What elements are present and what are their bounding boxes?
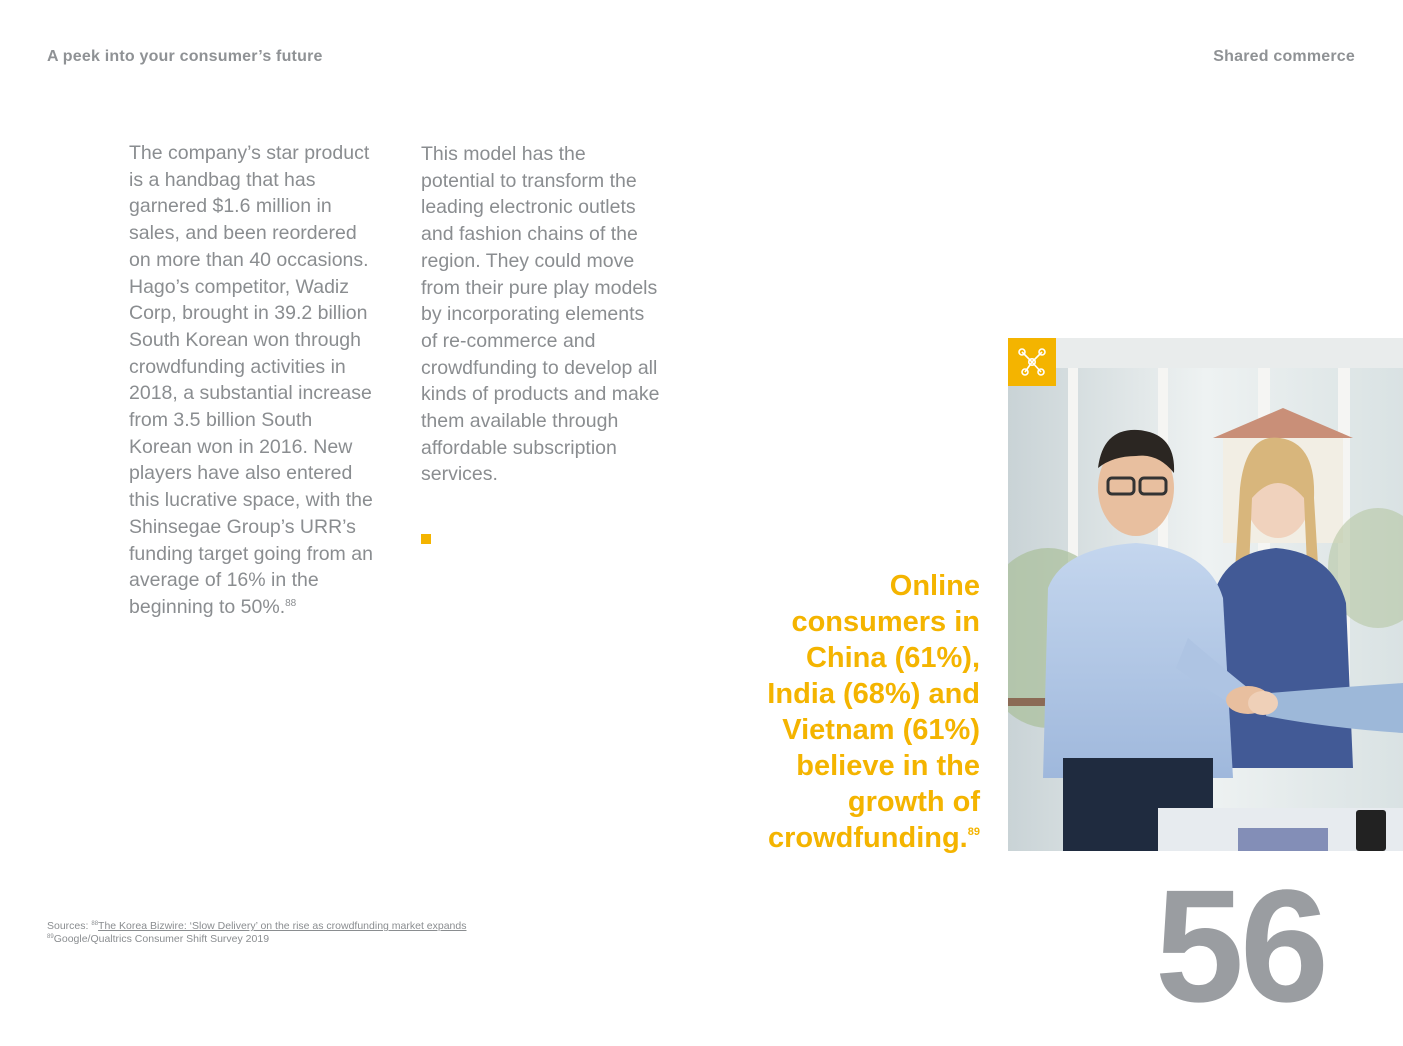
pull-quote [740,568,980,856]
header-section-title: A peek into your consumer’s future [47,48,323,65]
body-column-1-text: The company’s star product is a handbag that has garnered $1.6 million in sales, and been reordered on more than 40 occasions. Hago’s competitor, Wadiz Corp, brought in 39.2 billion South Korean won through crowdfunding activities in 2018, a substantial increase from 3.5 billion South Korean won in 2016. New players have also entered this lucrative space, with the Shinsegae Group’s URR’s funding target going from an average of 16% in the beginning to 50%. [129,142,373,618]
sources-footnotes [47,920,467,946]
body-column-2 [421,141,661,488]
end-marker-square [421,534,431,544]
body-column-1 [129,140,379,621]
pull-quote-text: Online consumers in China (61%), India (68%) and Vietnam (61%) believe in the growth of crowdfunding. [767,570,980,854]
source-ref-89: 89 [47,934,54,940]
sources-label: Sources: [47,920,89,932]
body-column-2-text: This model has the potential to transform the leading electronic outlets and fashion chains of the region. They could move from their pure play models by incorporating elements of re-commerce and crowdfunding to develop all kinds of products and make them available through affordable subscription services. [421,143,660,486]
page-number: 56 [1155,856,1325,1035]
source-line-1 [47,920,467,933]
header-chapter-title: Shared commerce [1213,48,1355,65]
handshake-photo [1008,338,1403,851]
source-line-2 [47,933,467,946]
footnote-ref-89: 89 [967,826,980,838]
network-icon-badge [1008,338,1056,386]
network-icon [1015,345,1049,379]
source-ref-88: 88 [91,921,99,927]
footnote-ref-88: 88 [285,597,297,609]
source-link-88[interactable]: The Korea Bizwire: ‘Slow Delivery’ on the rise as crowdfunding market expands [98,920,467,932]
source-text-89: Google/Qualtrics Consumer Shift Survey 2019 [53,933,270,945]
